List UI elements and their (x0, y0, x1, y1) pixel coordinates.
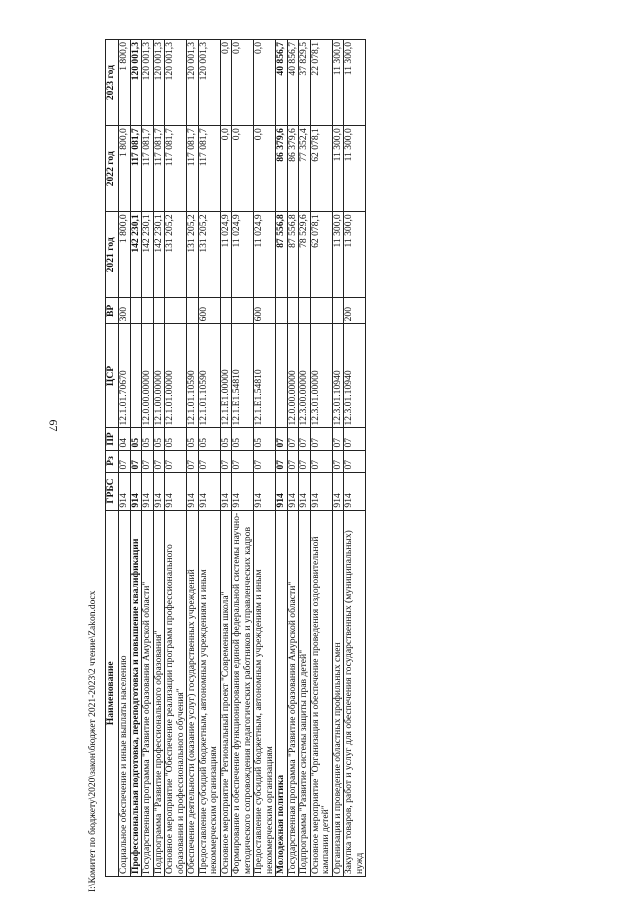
cell-name: Подпрограмма "Развитие профессионального образования" (153, 510, 165, 876)
cell-name: Организация и проведение областных профильных смен (332, 510, 344, 876)
table-row (119, 40, 131, 877)
table-row (187, 40, 199, 877)
cell-grbs: 914 (119, 472, 131, 510)
table-row (130, 40, 142, 877)
cell-pr: 07 (276, 428, 288, 450)
cell-pr: 07 (299, 428, 311, 450)
cell-2023: 0,0 (220, 40, 232, 126)
cell-grbs: 914 (165, 472, 187, 510)
table-row (344, 40, 366, 877)
cell-2023: 37 829,5 (299, 40, 311, 126)
cell-2021: 87 556,8 (287, 212, 299, 298)
header-grbs: ГРБС (106, 472, 119, 510)
cell-2021: 11 300,0 (344, 212, 366, 298)
cell-csr: 12.1.E1.54810 (232, 324, 254, 428)
cell-pr: 05 (198, 428, 220, 450)
cell-rz: 07 (198, 450, 220, 472)
cell-pr: 05 (153, 428, 165, 450)
cell-grbs: 914 (153, 472, 165, 510)
cell-grbs: 914 (332, 472, 344, 510)
cell-pr: 07 (310, 428, 332, 450)
table-row (142, 40, 154, 877)
table-row (310, 40, 332, 877)
cell-name: Профессиональная подготовка, переподготовка и повышение квалификации (130, 510, 142, 876)
cell-name: Предоставление субсидий бюджетным, автономным учреждениям и иным некоммерческим организациям (254, 510, 276, 876)
cell-2023: 40 856,7 (287, 40, 299, 126)
cell-2022: 11 300,0 (344, 126, 366, 212)
cell-2022: 11 300,0 (332, 126, 344, 212)
table-row (332, 40, 344, 877)
cell-vr (187, 298, 199, 324)
cell-2023: 0,0 (254, 40, 276, 126)
table-body (119, 40, 366, 877)
cell-pr: 07 (344, 428, 366, 450)
header-rz: Рз (106, 450, 119, 472)
cell-csr: 12.1.01.10590 (187, 324, 199, 428)
cell-2022: 86 379,6 (287, 126, 299, 212)
cell-name: Молодежная политика (276, 510, 288, 876)
cell-rz: 07 (119, 450, 131, 472)
cell-csr (130, 324, 142, 428)
cell-pr: 04 (119, 428, 131, 450)
cell-csr: 12.0.00.00000 (287, 324, 299, 428)
cell-2022: 1 800,0 (119, 126, 131, 212)
cell-2022: 0,0 (232, 126, 254, 212)
cell-name: Обеспечение деятельности (оказание услуг) государственных учреждений (187, 510, 199, 876)
cell-2023: 120 001,3 (130, 40, 142, 126)
cell-name: Предоставление субсидий бюджетным, автономным учреждениям и иным некоммерческим организациям (198, 510, 220, 876)
cell-vr: 300 (119, 298, 131, 324)
table-row (254, 40, 276, 877)
cell-2022: 117 081,7 (198, 126, 220, 212)
cell-2021: 142 230,1 (153, 212, 165, 298)
cell-2023: 22 078,1 (310, 40, 332, 126)
cell-pr: 05 (187, 428, 199, 450)
cell-2022: 0,0 (220, 126, 232, 212)
cell-csr: 12.1.01.00000 (165, 324, 187, 428)
cell-2021: 142 230,1 (130, 212, 142, 298)
cell-name: Подпрограмма "Развитие системы защиты прав детей" (299, 510, 311, 876)
header-vr: ВР (106, 298, 119, 324)
cell-csr: 12.3.01.10940 (332, 324, 344, 428)
cell-vr (130, 298, 142, 324)
cell-csr: 12.1.00.00000 (153, 324, 165, 428)
cell-grbs: 914 (187, 472, 199, 510)
cell-2021: 11 024,9 (220, 212, 232, 298)
cell-2022: 117 081,7 (165, 126, 187, 212)
table-row (232, 40, 254, 877)
cell-2023: 120 001,3 (165, 40, 187, 126)
cell-2022: 86 379,6 (276, 126, 288, 212)
cell-grbs: 914 (344, 472, 366, 510)
cell-rz: 07 (254, 450, 276, 472)
cell-rz: 07 (187, 450, 199, 472)
cell-csr: 12.3.01.10940 (344, 324, 366, 428)
cell-rz: 07 (165, 450, 187, 472)
table-row (276, 40, 288, 877)
cell-pr: 05 (220, 428, 232, 450)
cell-2022: 62 078,1 (310, 126, 332, 212)
cell-csr: 12.1.E1.00000 (220, 324, 232, 428)
cell-2022: 117 081,7 (187, 126, 199, 212)
cell-vr: 600 (198, 298, 220, 324)
cell-2023: 1 800,0 (119, 40, 131, 126)
table-row (165, 40, 187, 877)
cell-csr: 12.1.01.70670 (119, 324, 131, 428)
cell-pr: 05 (165, 428, 187, 450)
table-row (299, 40, 311, 877)
header-2022: 2022 год (106, 126, 119, 212)
cell-name: Основное мероприятие "Обеспечение реализации программ профессионального образования и профессионального обучения" (165, 510, 187, 876)
cell-pr: 05 (130, 428, 142, 450)
budget-table-container (105, 39, 366, 877)
cell-grbs: 914 (130, 472, 142, 510)
cell-name: Формирование и обеспечение функционирования единой федеральной системы научно-методического сопровождения педагогических работников и управленческих кадров (232, 510, 254, 876)
cell-grbs: 914 (299, 472, 311, 510)
table-row (198, 40, 220, 877)
cell-grbs: 914 (310, 472, 332, 510)
cell-name: Основное мероприятие "Региональный проект "Современная школа" (220, 510, 232, 876)
footer-file-path: I:\Комитет по бюджету\2020\закон\бюджет 2021-2023\2 чтение\Zakon.docx (88, 590, 98, 892)
cell-vr (299, 298, 311, 324)
cell-grbs: 914 (198, 472, 220, 510)
cell-grbs: 914 (220, 472, 232, 510)
cell-pr: 05 (142, 428, 154, 450)
header-2023: 2023 год (106, 40, 119, 126)
cell-vr (165, 298, 187, 324)
cell-2023: 120 001,3 (198, 40, 220, 126)
cell-2021: 11 300,0 (332, 212, 344, 298)
cell-pr: 05 (254, 428, 276, 450)
table-row (287, 40, 299, 877)
cell-2022: 0,0 (254, 126, 276, 212)
cell-vr (310, 298, 332, 324)
cell-2021: 1 800,0 (119, 212, 131, 298)
cell-2023: 11 300,0 (332, 40, 344, 126)
cell-rz: 07 (310, 450, 332, 472)
cell-2021: 62 078,1 (310, 212, 332, 298)
cell-grbs: 914 (254, 472, 276, 510)
cell-2021: 131 205,2 (187, 212, 199, 298)
cell-2022: 117 081,7 (130, 126, 142, 212)
cell-vr (276, 298, 288, 324)
cell-2021: 131 205,2 (198, 212, 220, 298)
cell-name: Государственная программа "Развитие образования Амурской области" (142, 510, 154, 876)
header-name: Наименование (106, 510, 119, 876)
cell-pr: 07 (332, 428, 344, 450)
page-number: 67 (46, 419, 61, 432)
header-pr: ПР (106, 428, 119, 450)
table-header-row (106, 40, 119, 877)
cell-csr: 12.1.E1.54810 (254, 324, 276, 428)
cell-pr: 07 (287, 428, 299, 450)
cell-2023: 120 001,3 (153, 40, 165, 126)
table-row (153, 40, 165, 877)
cell-name: Основное мероприятие "Организация и обеспечение проведения оздоровительной кампании детей" (310, 510, 332, 876)
cell-2021: 78 529,6 (299, 212, 311, 298)
cell-rz: 07 (299, 450, 311, 472)
cell-csr: 12.3.00.00000 (299, 324, 311, 428)
cell-vr: 200 (344, 298, 366, 324)
cell-csr: 12.1.01.10590 (198, 324, 220, 428)
cell-grbs: 914 (287, 472, 299, 510)
cell-rz: 07 (220, 450, 232, 472)
cell-grbs: 914 (276, 472, 288, 510)
cell-csr: 12.3.01.00000 (310, 324, 332, 428)
cell-2022: 117 081,7 (153, 126, 165, 212)
cell-2023: 0,0 (232, 40, 254, 126)
cell-vr (153, 298, 165, 324)
cell-2022: 77 352,4 (299, 126, 311, 212)
cell-2023: 11 300,0 (344, 40, 366, 126)
cell-csr: 12.0.00.00000 (142, 324, 154, 428)
cell-name: Закупка товаров, работ и услуг для обеспечения государственных (муниципальных) нужд (344, 510, 366, 876)
cell-rz: 07 (153, 450, 165, 472)
cell-rz: 07 (287, 450, 299, 472)
cell-2021: 87 556,8 (276, 212, 288, 298)
cell-name: Социальное обеспечение и иные выплаты населению (119, 510, 131, 876)
cell-2021: 131 205,2 (165, 212, 187, 298)
header-2021: 2021 год (106, 212, 119, 298)
header-csr: ЦСР (106, 324, 119, 428)
cell-grbs: 914 (232, 472, 254, 510)
cell-name: Государственная программа "Развитие образования Амурской области" (287, 510, 299, 876)
cell-2023: 120 001,3 (142, 40, 154, 126)
cell-vr (232, 298, 254, 324)
cell-2021: 11 024,9 (232, 212, 254, 298)
cell-rz: 07 (332, 450, 344, 472)
cell-rz: 07 (130, 450, 142, 472)
cell-vr (287, 298, 299, 324)
cell-2023: 40 856,7 (276, 40, 288, 126)
cell-rz: 07 (232, 450, 254, 472)
cell-rz: 07 (276, 450, 288, 472)
cell-2021: 142 230,1 (142, 212, 154, 298)
cell-csr (276, 324, 288, 428)
budget-table (105, 39, 366, 877)
cell-pr: 05 (232, 428, 254, 450)
cell-2021: 11 024,9 (254, 212, 276, 298)
cell-grbs: 914 (142, 472, 154, 510)
cell-vr: 600 (254, 298, 276, 324)
cell-vr (142, 298, 154, 324)
cell-rz: 07 (142, 450, 154, 472)
table-row (220, 40, 232, 877)
cell-rz: 07 (344, 450, 366, 472)
cell-2022: 117 081,7 (142, 126, 154, 212)
cell-2023: 120 001,3 (187, 40, 199, 126)
cell-vr (220, 298, 232, 324)
cell-vr (332, 298, 344, 324)
